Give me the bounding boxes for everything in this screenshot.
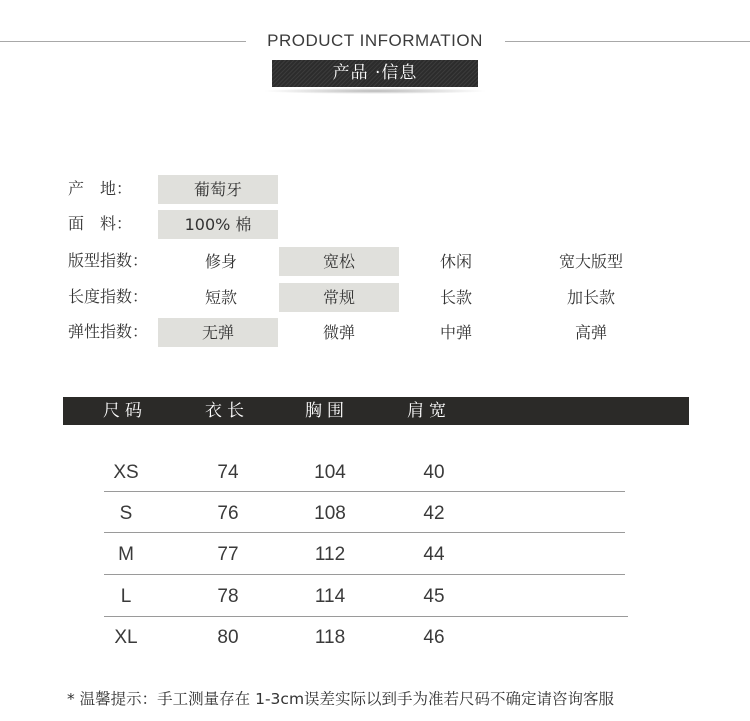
elasticity-option-medium: 中弹 [439,323,472,342]
size-cell: S [119,503,133,524]
elasticity-index-label: 弹性指数： [68,322,149,341]
length-cell: 76 [217,503,239,524]
shoulder-cell: 44 [423,544,445,565]
row-divider [104,574,625,575]
fit-option-casual: 休闲 [439,252,472,271]
row-divider [104,491,625,492]
length-option-extra-long: 加长款 [566,288,615,307]
shoulder-cell: 42 [423,503,445,524]
fit-option-oversized: 宽大版型 [558,252,623,271]
fit-option-loose: 宽松 [279,247,399,276]
size-table-header [63,397,689,425]
elasticity-option-slight: 微弹 [322,323,355,342]
section-title: PRODUCT INFORMATION [267,31,483,50]
length-option-short: 短款 [204,288,237,307]
shoulder-cell: 40 [423,462,445,483]
section-banner: 产品 ·信息 [272,60,478,87]
shoulder-cell: 45 [423,586,445,607]
fit-option-slim: 修身 [204,252,237,271]
chest-cell: 118 [314,627,346,648]
size-cell: M [118,544,134,565]
material-value: 100% 棉 [158,210,278,239]
length-cell: 80 [217,627,239,648]
size-cell: XL [114,627,138,648]
length-cell: 78 [217,586,239,607]
length-cell: 74 [217,462,239,483]
material-label: 面 料： [68,214,133,233]
header-shoulder: 肩宽 [407,401,451,421]
origin-label: 产 地： [68,179,133,198]
chest-cell: 114 [314,586,346,607]
row-divider [104,532,625,533]
chest-cell: 104 [314,462,346,483]
chest-cell: 108 [314,503,346,524]
shoulder-cell: 46 [423,627,445,648]
row-divider [104,616,628,617]
length-option-regular: 常规 [279,283,399,312]
banner-shadow [262,88,488,94]
measurement-note: * 温馨提示：手工测量存在 1-3cm误差实际以到手为准若尺码不确定请咨询客服 [67,690,615,708]
fit-index-label: 版型指数： [68,251,149,270]
header-chest: 胸围 [305,401,349,421]
length-cell: 77 [217,544,239,565]
header-length: 衣长 [205,401,249,421]
length-option-long: 长款 [439,288,472,307]
header-size: 尺码 [103,401,147,421]
elasticity-option-none: 无弹 [158,318,278,347]
length-index-label: 长度指数： [68,287,149,306]
elasticity-option-high: 高弹 [574,323,607,342]
chest-cell: 112 [314,544,346,565]
origin-value: 葡萄牙 [158,175,278,204]
size-cell: L [120,586,132,607]
size-cell: XS [113,462,139,483]
